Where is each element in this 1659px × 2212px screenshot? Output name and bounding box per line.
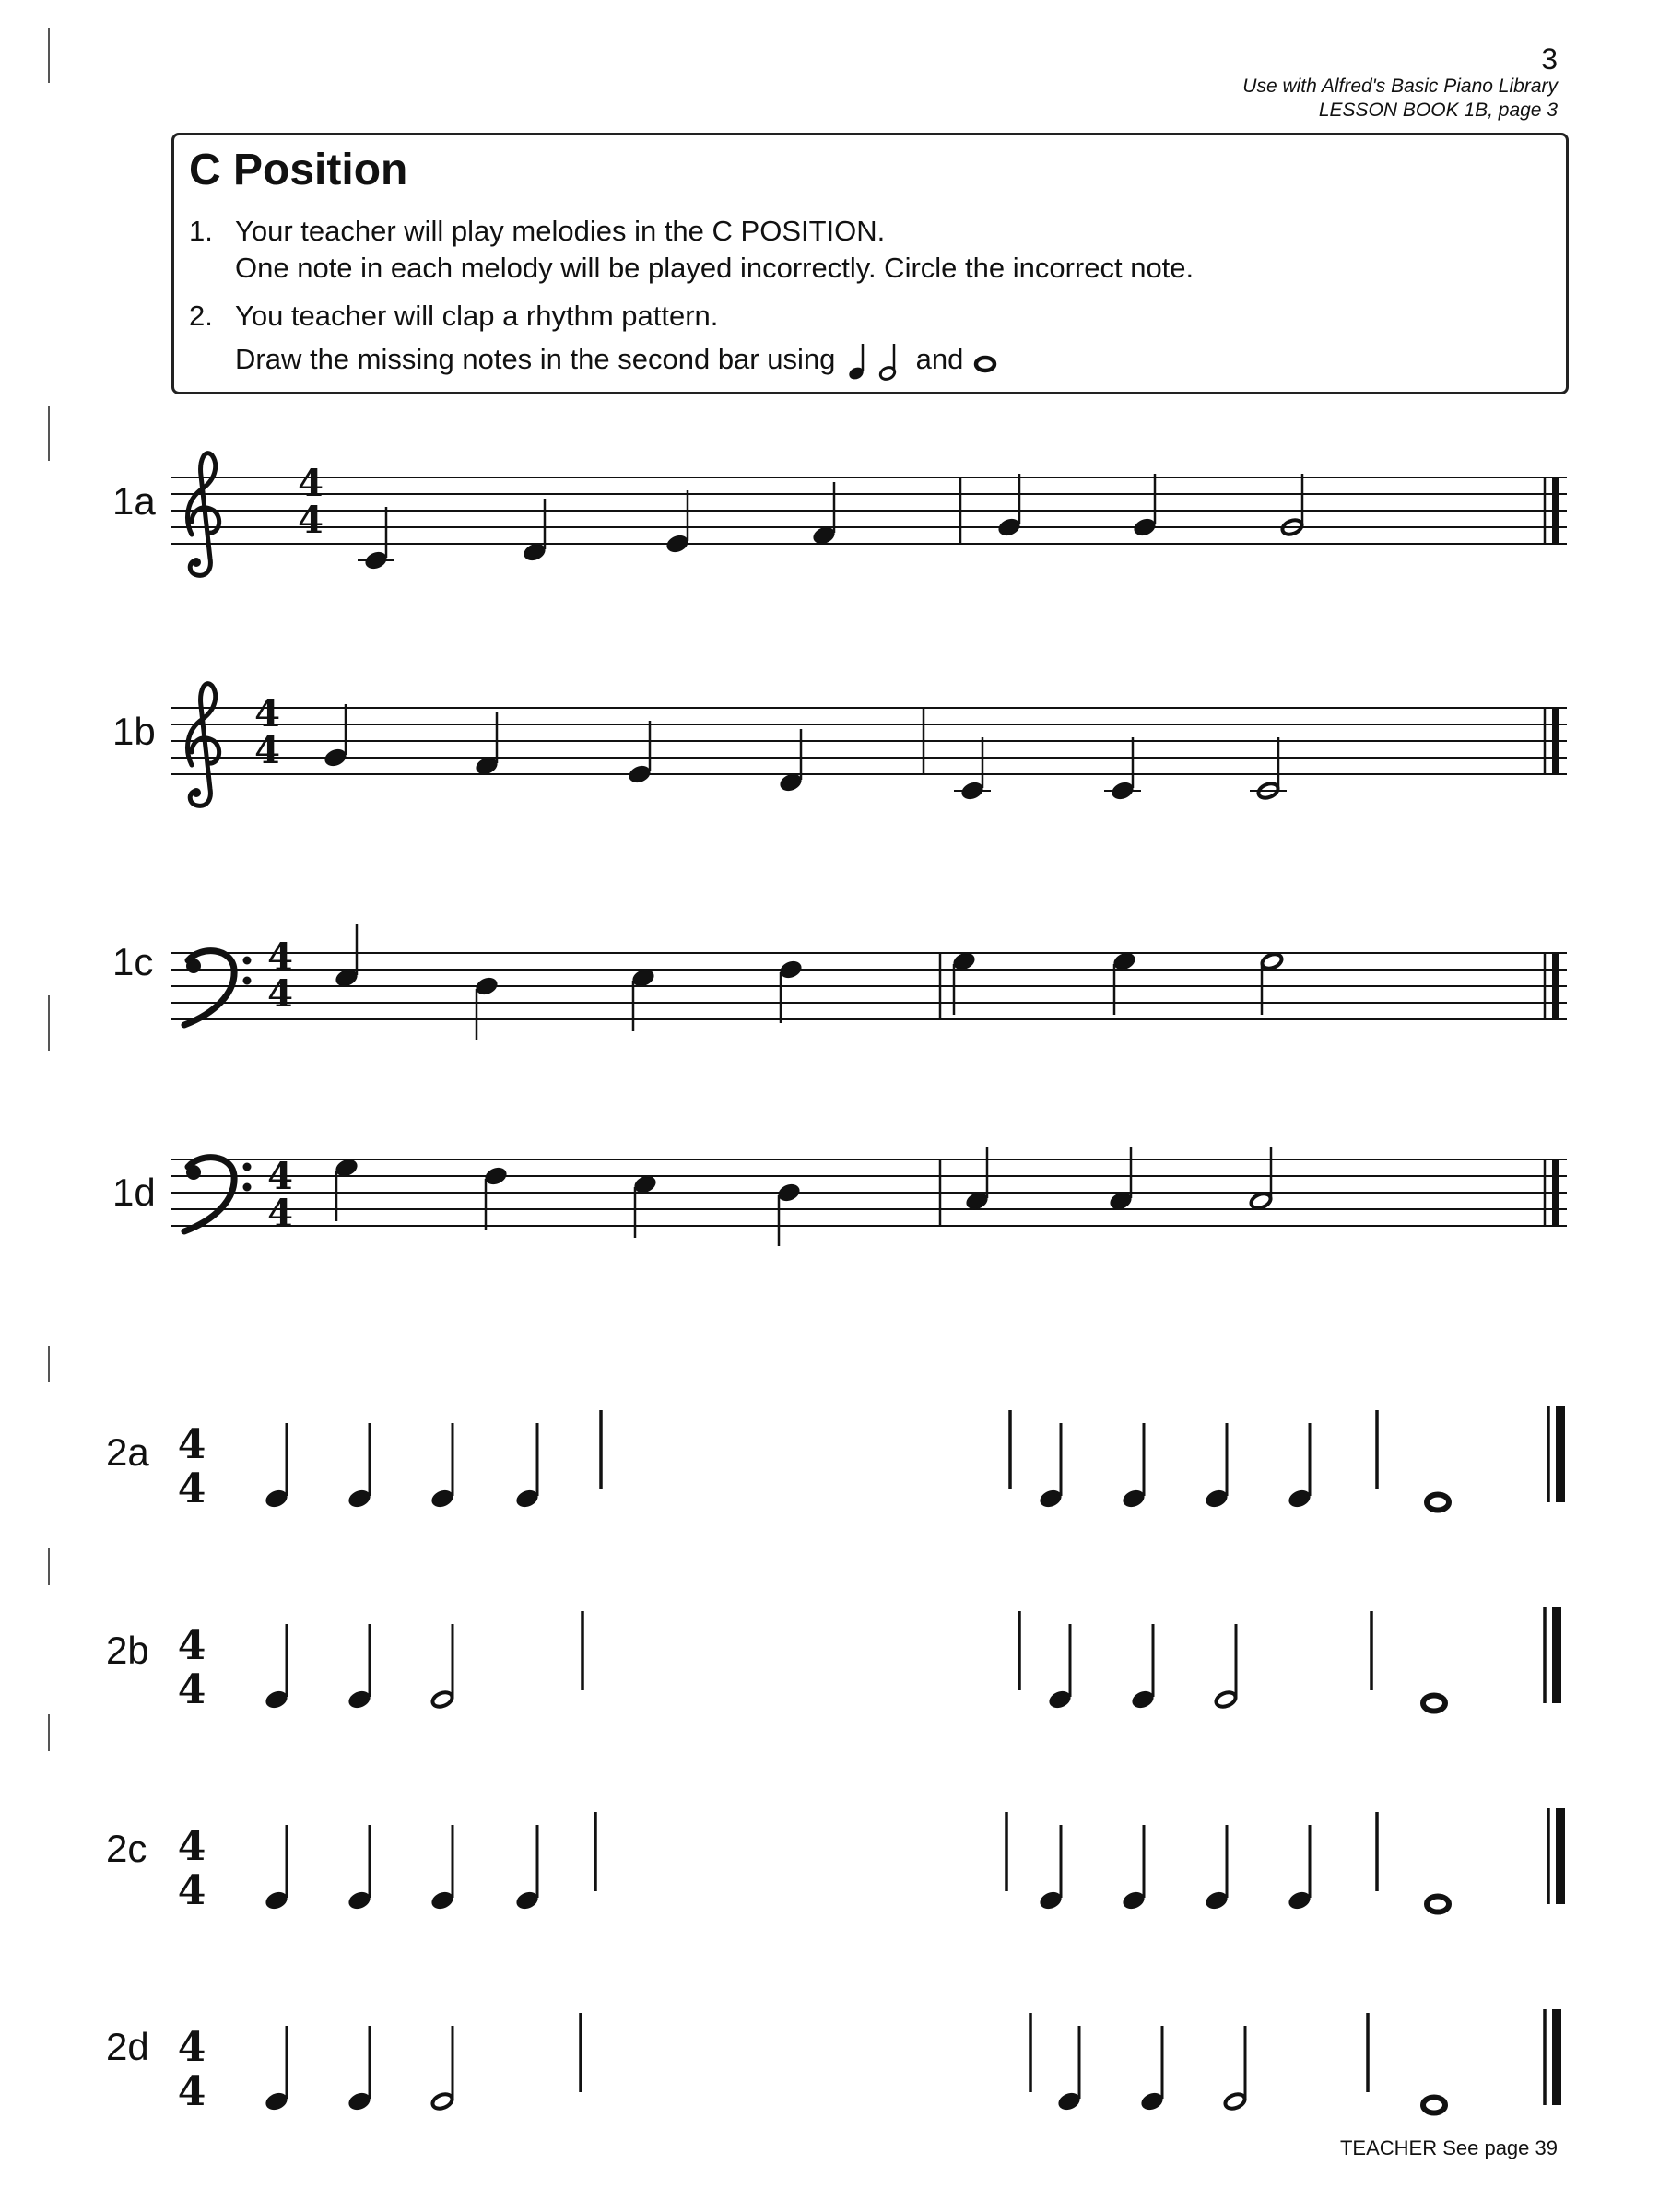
time-signature-top: 4 [177, 1622, 206, 1669]
staff-1d [171, 1147, 1567, 1246]
exercise-label: 1a [112, 479, 156, 523]
treble-clef-icon [188, 453, 219, 576]
final-barline-thick [1552, 2009, 1561, 2105]
whole-note [1427, 1495, 1449, 1511]
whole-note [1423, 1696, 1445, 1712]
teacher-reference: TEACHER See page 39 [1339, 2136, 1558, 2159]
whole-note [1427, 1897, 1449, 1912]
staff-1a [171, 453, 1567, 576]
exercise-label: 2c [106, 1827, 147, 1870]
page-number: 3 [1541, 42, 1558, 76]
instruction-text: One note in each melody will be played incorrectly. Circle the incorrect note. [235, 252, 1194, 284]
rhythm-2d [264, 2009, 1561, 2113]
final-barline-thick [1556, 1808, 1565, 1904]
time-signature-bottom: 4 [177, 1465, 206, 1512]
rhythm-2a [264, 1406, 1565, 1511]
instruction-text: Draw the missing notes in the second bar using [235, 343, 836, 376]
time-signature-top: 4 [254, 692, 280, 735]
bass-clef-icon [184, 1158, 252, 1231]
exercise-label: 1d [112, 1171, 156, 1214]
staff-1c [171, 924, 1567, 1040]
half-note [1260, 951, 1284, 971]
time-signature-bottom: 4 [267, 1192, 293, 1235]
half-note [430, 1689, 454, 1709]
series-reference: Use with Alfred's Basic Piano Library [1242, 76, 1558, 97]
instruction-text: Your teacher will play melodies in the C POSITION. [235, 215, 886, 247]
time-signature-top: 4 [267, 935, 293, 979]
half-note [430, 2091, 454, 2111]
time-signature-top: 4 [298, 462, 324, 505]
time-signature-bottom: 4 [254, 729, 280, 772]
rhythm-2c [264, 1808, 1565, 1912]
exercise-label: 2a [106, 1430, 149, 1474]
instruction-number: 2. [189, 300, 213, 332]
half-note [1223, 2091, 1247, 2111]
final-barline-thick [1552, 953, 1559, 1019]
exercise-label: 1b [112, 710, 156, 753]
instruction-text: and [915, 343, 964, 376]
whole-note [1423, 2098, 1445, 2113]
final-barline-thick [1552, 1159, 1559, 1226]
time-signature-bottom: 4 [298, 499, 324, 542]
exercise-label: 2d [106, 2025, 149, 2068]
final-barline-thick [1552, 477, 1559, 544]
time-signature-top: 4 [267, 1155, 293, 1198]
time-signature-bottom: 4 [177, 2068, 206, 2115]
staff-1b [171, 684, 1567, 806]
lesson-book-reference: LESSON BOOK 1B, page 3 [1318, 100, 1558, 121]
final-barline-thick [1556, 1406, 1565, 1502]
time-signature-top: 4 [177, 1421, 206, 1468]
instruction-text: You teacher will clap a rhythm pattern. [235, 300, 719, 332]
exercise-label: 1c [112, 940, 154, 983]
time-signature-bottom: 4 [177, 1867, 206, 1914]
time-signature-bottom: 4 [267, 972, 293, 1016]
time-signature-top: 4 [177, 2024, 206, 2071]
treble-clef-icon [188, 684, 219, 806]
time-signature-top: 4 [177, 1823, 206, 1870]
rhythm-2b [264, 1607, 1561, 1712]
half-note [1214, 1689, 1238, 1709]
time-signature-bottom: 4 [177, 1666, 206, 1713]
instruction-number: 1. [189, 215, 213, 247]
final-barline-thick [1552, 708, 1559, 774]
box-title: C Position [189, 146, 408, 194]
bass-clef-icon [184, 951, 252, 1025]
half-note [1249, 1191, 1273, 1210]
exercise-label: 2b [106, 1629, 149, 1672]
final-barline-thick [1552, 1607, 1561, 1703]
